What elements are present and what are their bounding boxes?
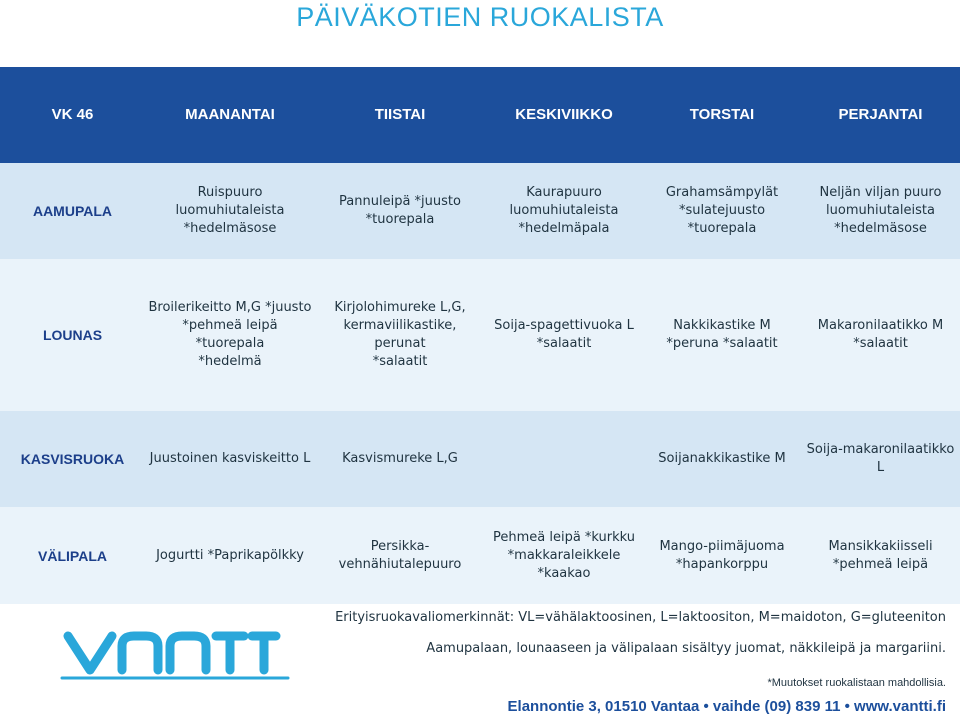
- menu-cell-line: *hedelmä: [198, 354, 262, 369]
- header-wednesday: KESKIVIIKKO: [485, 67, 643, 163]
- menu-cell-tuesday: [315, 411, 485, 507]
- menu-cell-tuesday: [315, 163, 485, 259]
- menu-cell-thursday: [643, 411, 801, 507]
- menu-cell-line: *tuorepala: [365, 212, 435, 227]
- menu-cell-line: Mango-piimäjuoma: [659, 538, 785, 554]
- header-thursday: TORSTAI: [643, 67, 801, 163]
- menu-cell-line: *salaatit: [853, 336, 908, 351]
- menu-cell-thursday: [643, 163, 801, 259]
- menu-cell-line: Persikka-: [370, 538, 430, 554]
- header-week: VK 46: [0, 67, 145, 163]
- menu-cell-line: Broilerikeitto M,G *juusto: [148, 300, 312, 315]
- menu-cell-line: *peruna *salaatit: [666, 336, 778, 351]
- menu-cell-monday: [145, 507, 315, 604]
- menu-table: [0, 67, 960, 604]
- menu-cell-line: Pehmeä leipä *kurkku: [492, 529, 636, 545]
- menu-cell-line: *salaatit: [372, 354, 428, 369]
- menu-cell-line: Nakkikastike M: [673, 318, 771, 333]
- menu-cell-line: Juustoinen kasviskeitto L: [149, 451, 311, 466]
- menu-cell-line: *kaakao: [537, 565, 591, 581]
- row-label: LOUNAS: [0, 259, 145, 411]
- included-note: Aamupalaan, lounaaseen ja välipalaan sisältyy juomat, näkkileipä ja margariini.: [426, 641, 946, 656]
- menu-cell-line: Mansikkakiisseli: [828, 538, 933, 554]
- page-title: PÄIVÄKOTIEN RUOKALISTA: [296, 2, 664, 32]
- menu-cell-wednesday: [485, 507, 643, 604]
- menu-cell-line: Kasvismureke L,G: [342, 451, 458, 466]
- header-friday: PERJANTAI: [801, 67, 960, 163]
- menu-cell-line: Soija-spagettivuoka L: [494, 318, 634, 333]
- menu-cell-line: *pehmeä leipä: [832, 556, 929, 572]
- menu-cell-friday: [801, 507, 960, 604]
- table-row: [0, 411, 960, 507]
- menu-cell-line: *salaatit: [536, 336, 592, 351]
- row-label: AAMUPALA: [0, 163, 145, 259]
- menu-cell-line: *pehmeä leipä *tuorepala: [182, 318, 278, 351]
- menu-cell-line: Neljän viljan puuro: [819, 185, 942, 200]
- menu-cell-line: Ruispuuro: [197, 185, 263, 200]
- menu-cell-line: Kirjolohimureke L,G,: [334, 300, 466, 315]
- header-monday: MAANANTAI: [145, 67, 315, 163]
- contact-info: Elannontie 3, 01510 Vantaa • vaihde (09) 839 11 • www.vantti.fi: [507, 698, 946, 715]
- menu-cell-line: vehnähiutalepuuro: [338, 556, 462, 572]
- menu-cell-line: *sulatejuusto: [678, 203, 766, 218]
- menu-cell-tuesday: [315, 259, 485, 411]
- menu-cell-line: Kaurapuuro: [526, 185, 602, 200]
- menu-cell-line: Pannuleipä *juusto: [339, 194, 461, 209]
- changes-note: *Muutokset ruokalistaan mahdollisia.: [767, 677, 946, 689]
- menu-cell-tuesday: [315, 507, 485, 604]
- menu-cell-line: Grahamsämpylät: [665, 185, 779, 200]
- menu-cell-monday: [145, 163, 315, 259]
- menu-cell-line: *hedelmäsose: [183, 221, 277, 236]
- menu-cell-line: Jogurtti *Paprikapölkky: [156, 547, 304, 563]
- table-row: [0, 507, 960, 604]
- menu-cell-line: L: [876, 460, 885, 475]
- menu-cell-line: Soijanakkikastike M: [658, 451, 786, 466]
- menu-cell-line: Makaronilaatikko M: [817, 318, 944, 333]
- table-row: [0, 163, 960, 259]
- menu-cell-wednesday: [485, 163, 643, 259]
- menu-cell-line: Soija-makaronilaatikko: [806, 442, 955, 457]
- vantti-logo-icon: [60, 624, 290, 680]
- menu-cell-line: *hapankorppu: [675, 556, 769, 572]
- header-tuesday: TIISTAI: [315, 67, 485, 163]
- menu-cell-line: luomuhiutaleista: [826, 203, 935, 218]
- menu-cell-line: *hedelmäpala: [518, 221, 610, 236]
- menu-cell-line: kermaviilikastike, perunat: [343, 318, 457, 351]
- menu-cell-thursday: [643, 507, 801, 604]
- menu-cell-wednesday: [485, 411, 643, 507]
- row-label: VÄLIPALA: [0, 507, 145, 604]
- menu-cell-line: luomuhiutaleista: [509, 203, 619, 218]
- table-row: [0, 259, 960, 411]
- row-label: KASVISRUOKA: [0, 411, 145, 507]
- menu-cell-friday: [801, 411, 960, 507]
- menu-cell-line: *tuorepala: [687, 221, 757, 236]
- menu-cell-monday: [145, 411, 315, 507]
- menu-cell-monday: [145, 259, 315, 411]
- menu-cell-friday: [801, 259, 960, 411]
- menu-cell-friday: [801, 163, 960, 259]
- header-row: [0, 67, 960, 163]
- menu-cell-line: *hedelmäsose: [834, 221, 927, 236]
- menu-cell-thursday: [643, 259, 801, 411]
- menu-cell-line: *makkaraleikkele: [507, 547, 621, 563]
- allergy-note: Erityisruokavaliomerkinnät: VL=vähälaktoosinen, L=laktoositon, M=maidoton, G=gluteeniton: [335, 610, 946, 625]
- menu-cell-line: luomuhiutaleista: [175, 203, 285, 218]
- menu-cell-wednesday: [485, 259, 643, 411]
